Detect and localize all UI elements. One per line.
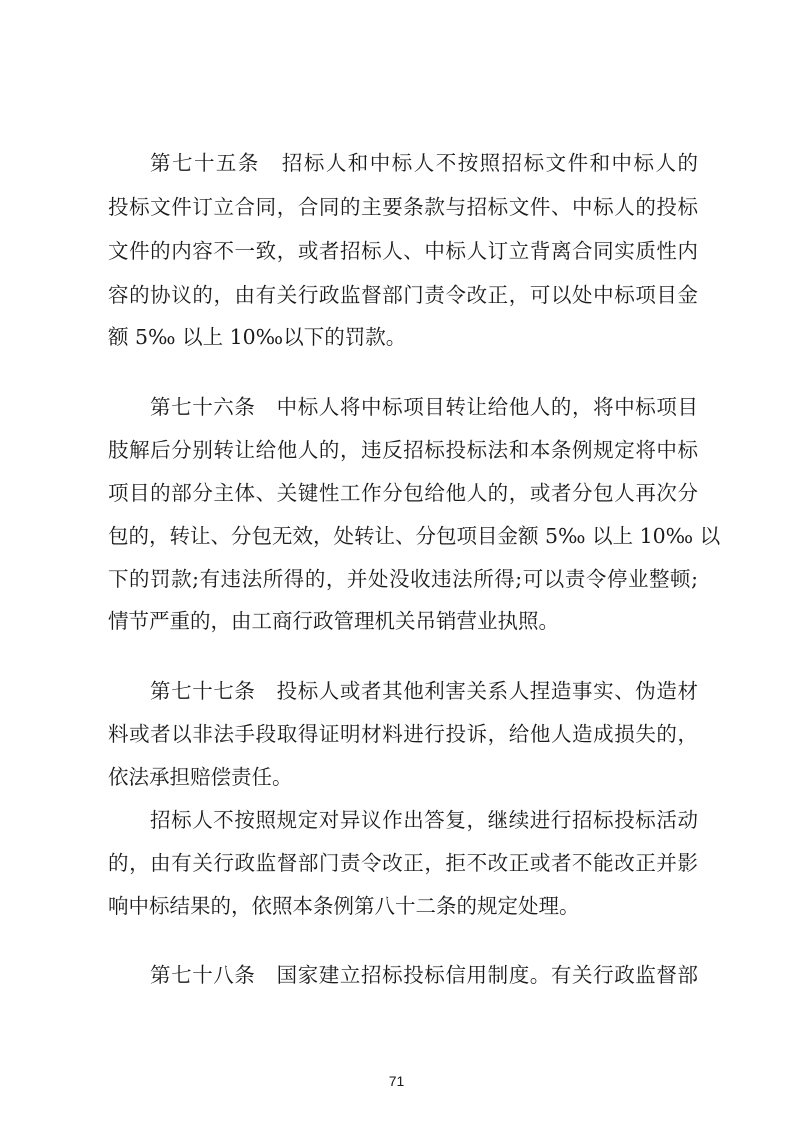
text-line: 额 5‰ 以上 10‰以下的罚款。 [108, 325, 407, 349]
text-line: 响中标结果的，依照本条例第八十二条的规定处理。 [108, 894, 580, 918]
text-line: 情节严重的，由工商行政管理机关吊销营业执照。 [108, 609, 559, 633]
text-line: 料或者以非法手段取得证明材料进行投诉，给他人造成损失的， [108, 722, 698, 746]
page-number: 71 [388, 1073, 405, 1089]
text-line: 投标文件订立合同，合同的主要条款与招标文件、中标人的投标 [108, 195, 698, 219]
text-line: 依法承担赔偿责任。 [108, 765, 293, 789]
text-line: 第七十八条 国家建立招标投标信用制度。有关行政监督部 [150, 963, 698, 987]
text-line: 招标人不按照规定对异议作出答复，继续进行招标投标活动 [150, 808, 698, 832]
text-line: 第七十五条 招标人和中标人不按照招标文件和中标人的 [150, 151, 698, 175]
text-line: 肢解后分别转让给他人的，违反招标投标法和本条例规定将中标 [108, 438, 698, 462]
text-line: 第七十六条 中标人将中标项目转让给他人的，将中标项目 [150, 395, 698, 419]
text-line: 下的罚款;有违法所得的，并处没收违法所得;可以责令停业整顿; [108, 567, 698, 591]
text-line: 的，由有关行政监督部门责令改正，拒不改正或者不能改正并影 [108, 851, 698, 875]
text-line: 文件的内容不一致，或者招标人、中标人订立背离合同实质性内 [108, 239, 698, 263]
text-line: 容的协议的，由有关行政监督部门责令改正，可以处中标项目金 [108, 283, 698, 307]
text-line: 项目的部分主体、关键性工作分包给他人的，或者分包人再次分 [108, 481, 698, 505]
text-line: 第七十七条 投标人或者其他利害关系人捏造事实、伪造材 [150, 679, 698, 703]
text-line: 包的，转让、分包无效，处转让、分包项目金额 5‰ 以上 10‰ 以 [108, 524, 721, 548]
